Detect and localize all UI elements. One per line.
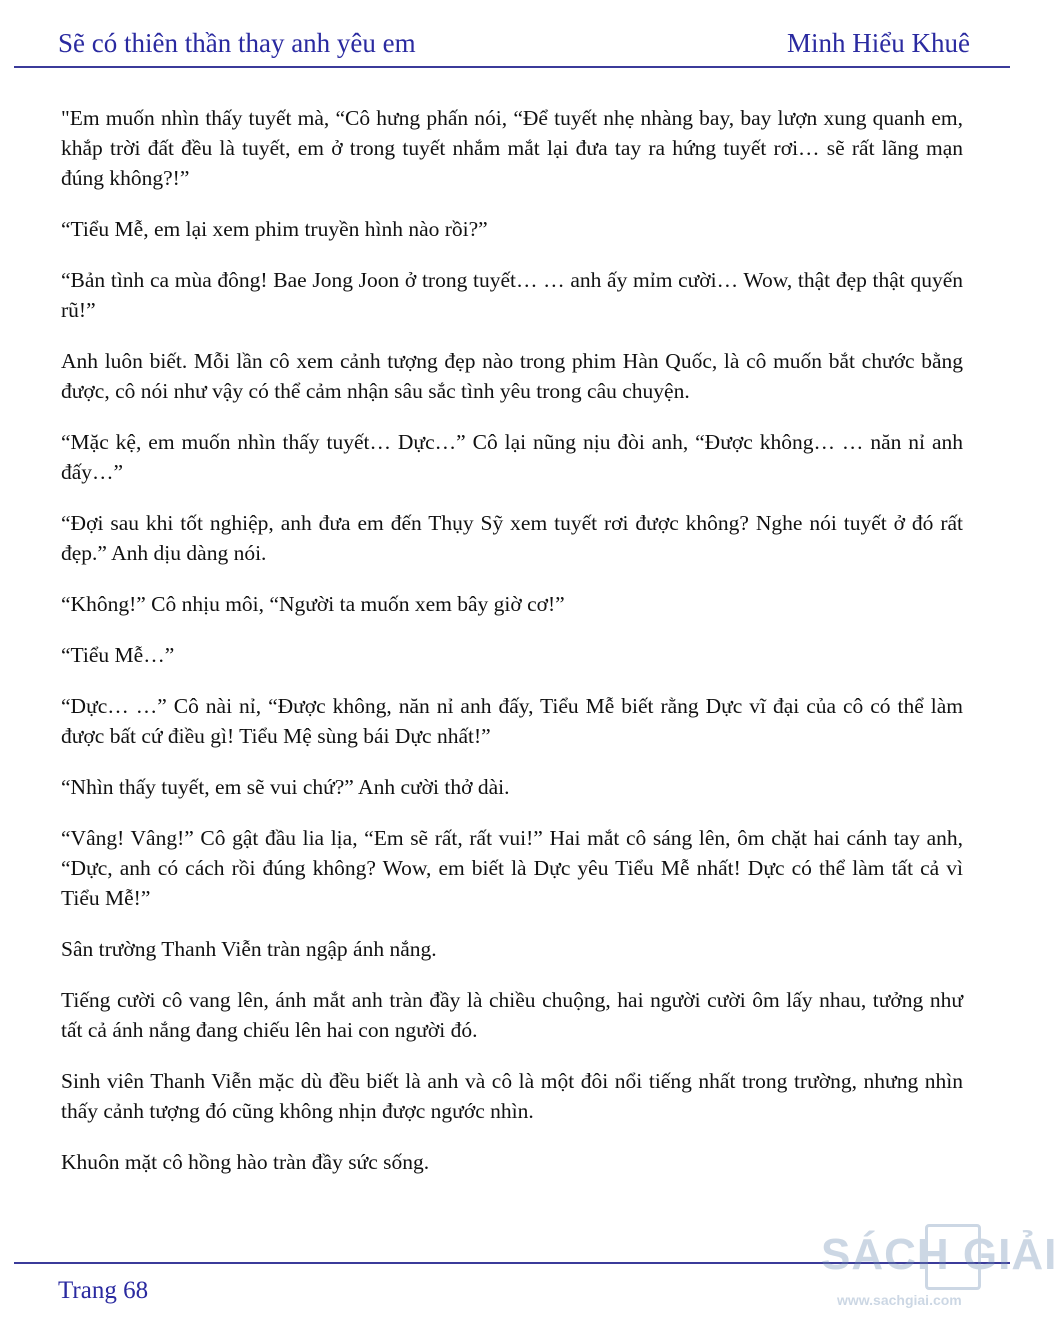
paragraph: “Mặc kệ, em muốn nhìn thấy tuyết… Dực…” Cô lại nũng nịu đòi anh, “Được không… … năn nỉ anh đấy…”	[61, 430, 963, 484]
paragraph: Sinh viên Thanh Viễn mặc dù đều biết là anh và cô là một đôi nổi tiếng nhất trong trường, nhưng nhìn thấy cảnh tượng đó cũng không nhịn được ngước nhìn.	[61, 1069, 963, 1123]
page-number: Trang 68	[58, 1277, 149, 1304]
paragraph: “Đợi sau khi tốt nghiệp, anh đưa em đến Thụy Sỹ xem tuyết rơi được không? Nghe nói tuyết ở đó rất đẹp.” Anh dịu dàng nói.	[61, 511, 963, 565]
paragraph: “Tiểu Mễ, em lại xem phim truyền hình nào rồi?”	[61, 217, 488, 241]
paragraph: “Không!” Cô nhịu môi, “Người ta muốn xem bây giờ cơ!”	[61, 592, 565, 616]
paragraph: Sân trường Thanh Viễn tràn ngập ánh nắng.	[61, 937, 437, 961]
paragraph: Anh luôn biết. Mỗi lần cô xem cảnh tượng đẹp nào trong phim Hàn Quốc, là cô muốn bắt chước bằng được, cô nói như vậy có thể cảm nhận sâu sắc tình yêu trong câu chuyện.	[61, 349, 963, 403]
watermark-logo: SÁCH GIẢI	[821, 1230, 1057, 1279]
watermark	[815, 1222, 1057, 1322]
paragraph: “Bản tình ca mùa đông! Bae Jong Joon ở trong tuyết… … anh ấy mỉm cười… Wow, thật đẹp thật quyến rũ!”	[61, 268, 963, 322]
page-body	[61, 103, 963, 1198]
paragraph: "Em muốn nhìn thấy tuyết mà, “Cô hưng phấn nói, “Để tuyết nhẹ nhàng bay, bay lượn xung quanh em, khắp trời đất đều là tuyết, em ở trong tuyết nhắm mắt lại đưa tay ra hứng tuyết rơi… sẽ rất lãng mạn đúng không?!”	[61, 106, 963, 190]
page-header	[14, 0, 1010, 68]
paragraph: Tiếng cười cô vang lên, ánh mắt anh tràn đầy là chiều chuộng, hai người cười ôm lấy nhau, tưởng như tất cả ánh nắng đang chiếu lên hai con người đó.	[61, 988, 963, 1042]
paragraph: “Nhìn thấy tuyết, em sẽ vui chứ?” Anh cười thở dài.	[61, 775, 510, 799]
paragraph: “Tiểu Mễ…”	[61, 643, 175, 667]
author-name: Minh Hiểu Khuê	[787, 28, 970, 58]
paragraph: “Vâng! Vâng!” Cô gật đầu lia lịa, “Em sẽ rất, rất vui!” Hai mắt cô sáng lên, ôm chặt hai cánh tay anh, “Dực, anh có cách rồi đúng không? Wow, em biết là Dực yêu Tiểu Mễ nhất! Dực có thể làm tất cả vì Tiểu Mễ!”	[61, 826, 963, 910]
paragraph: Khuôn mặt cô hồng hào tràn đầy sức sống.	[61, 1150, 430, 1174]
watermark-url: www.sachgiai.com	[837, 1292, 962, 1308]
book-title: Sẽ có thiên thần thay anh yêu em	[58, 28, 416, 58]
paragraph: “Dực… …” Cô nài nỉ, “Được không, năn nỉ anh đấy, Tiểu Mễ biết rằng Dực vĩ đại của cô có thể làm được bất cứ điều gì! Tiểu Mệ sùng bái Dực nhất!”	[61, 694, 963, 748]
